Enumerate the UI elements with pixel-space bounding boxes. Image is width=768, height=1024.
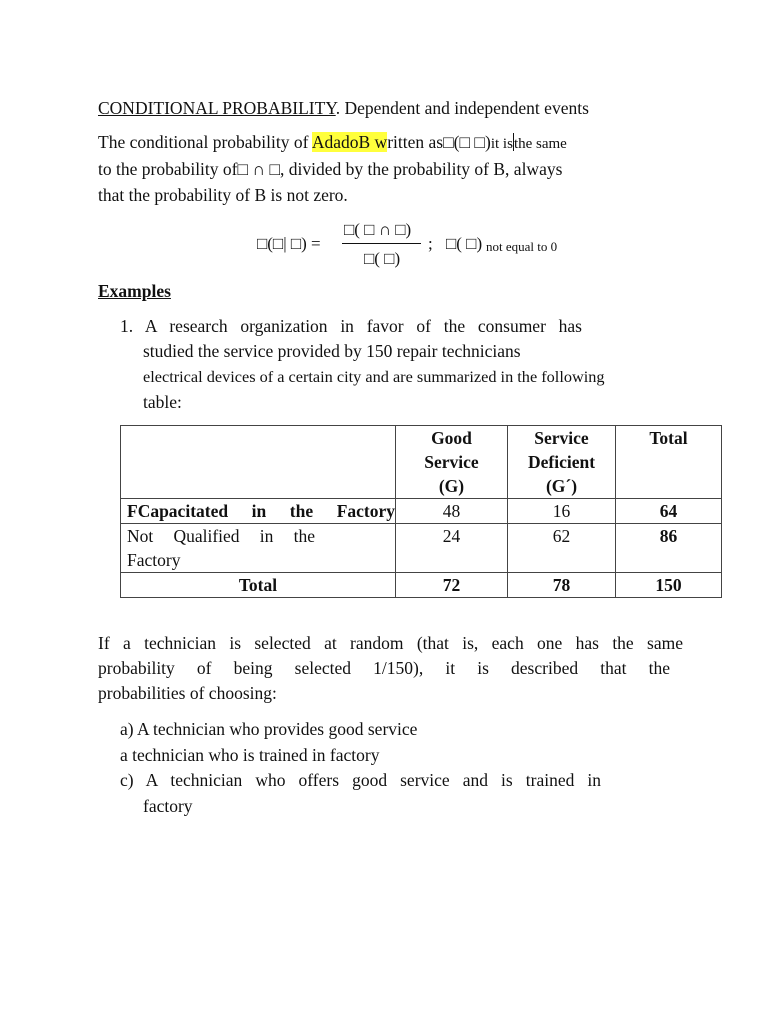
examples-heading: Examples <box>98 281 171 301</box>
header-text: (G) <box>438 476 465 496</box>
header-text: Service <box>534 428 589 448</box>
table-cell-total: 72 <box>396 573 508 598</box>
inline-formula: □(□ □) <box>443 132 491 152</box>
para-text: probability of being selected 1/150), it is described that the <box>98 658 670 678</box>
table-header-row <box>121 426 722 499</box>
header-text: Service <box>424 452 479 472</box>
table-cell-total: 86 <box>616 524 722 573</box>
example-line-1 <box>120 315 582 337</box>
table-cell: 24 <box>396 524 508 573</box>
page-title <box>98 97 589 119</box>
table-cell-total: 150 <box>616 573 722 598</box>
table-corner-cell <box>121 426 396 499</box>
table-cell-total: 64 <box>616 499 722 524</box>
header-text: Good <box>431 428 472 448</box>
row-label-text: FCapacitated in the Factory <box>127 501 395 521</box>
table-cell: 16 <box>508 499 616 524</box>
example-text: 1. A research organization in favor of the consumer has <box>120 316 582 336</box>
para-line-1 <box>98 632 683 654</box>
header-service-deficient <box>508 426 616 499</box>
example-line-2: studied the service provided by 150 repair technicians <box>143 341 521 361</box>
row-label-text: Factory <box>127 550 181 570</box>
table-row <box>121 499 722 524</box>
formula-separator: ; <box>428 234 433 253</box>
table-cell: 48 <box>396 499 508 524</box>
table-row <box>121 524 722 573</box>
fraction-bar <box>342 243 421 244</box>
example-line-4: table: <box>143 392 182 412</box>
table-total-row <box>121 573 722 598</box>
item-b: a technician who is trained in factory <box>120 745 380 765</box>
formula-condition: □( □) <box>446 234 483 253</box>
row-label <box>121 524 396 573</box>
intro-line-1 <box>98 131 567 155</box>
formula-condition-text: not equal to 0 <box>486 239 558 254</box>
para-line-2 <box>98 657 670 679</box>
intro-line-3: that the probability of B is not zero. <box>98 185 348 205</box>
intro-line-2: to the probability of□ ∩ □, divided by the probability of B, always <box>98 159 563 179</box>
header-text: (G´) <box>545 476 578 496</box>
intro-text: the same <box>513 136 567 152</box>
item-c-cont: factory <box>143 796 193 816</box>
example-line-3: electrical devices of a certain city and are summarized in the following <box>143 367 605 386</box>
item-text: c) A technician who offers good service and is trained in <box>120 770 601 790</box>
header-good-service <box>396 426 508 499</box>
row-label-text: Not Qualified in the <box>127 526 315 546</box>
para-line-3: probabilities of choosing: <box>98 683 277 703</box>
highlighted-text: AdadoB w <box>311 132 388 152</box>
formula-denominator: □( □) <box>364 249 401 268</box>
para-text: If a technician is selected at random (that is, each one has the same <box>98 633 683 653</box>
item-c <box>120 769 601 791</box>
header-text: Deficient <box>527 452 596 472</box>
intro-text: it is <box>490 136 513 152</box>
data-table <box>120 425 722 598</box>
table-cell: 62 <box>508 524 616 573</box>
formula-numerator: □( □ ∩ □) <box>344 220 412 239</box>
title-underlined: CONDITIONAL PROBABILITY <box>98 98 336 118</box>
title-rest: . Dependent and independent events <box>335 98 589 118</box>
intro-text: The conditional probability of <box>98 132 312 152</box>
formula-lhs: □(□| □) = <box>257 234 321 253</box>
intro-text: ritten as <box>387 132 444 152</box>
header-text: Total <box>649 428 688 448</box>
header-total <box>616 426 722 499</box>
item-a: a) A technician who provides good service <box>120 719 418 739</box>
row-label-line <box>127 524 315 548</box>
row-label <box>121 499 396 524</box>
row-label-total: Total <box>121 573 396 598</box>
table-cell-total: 78 <box>508 573 616 598</box>
